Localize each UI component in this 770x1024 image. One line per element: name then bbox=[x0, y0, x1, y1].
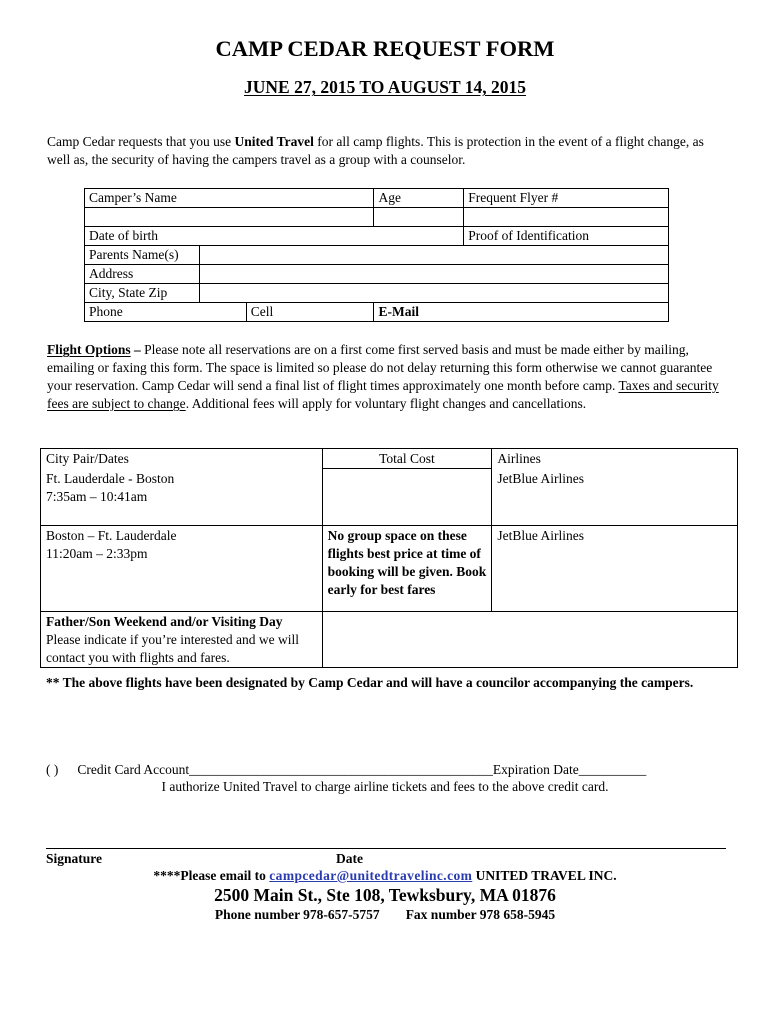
designated-flights-note: ** The above flights have been designated by Camp Cedar and will have a councilor accompanying the campers. bbox=[46, 675, 694, 690]
campers-name-label[interactable]: Camper’s Name bbox=[85, 189, 374, 208]
flight-row-2 bbox=[41, 525, 738, 611]
flight-2-airline: JetBlue Airlines bbox=[492, 525, 738, 611]
age-label[interactable]: Age bbox=[374, 189, 464, 208]
city-state-zip-label: City, State Zip bbox=[85, 284, 200, 303]
credit-card-checkbox[interactable]: ( ) bbox=[46, 762, 59, 777]
flight-1-route-cell bbox=[41, 469, 323, 526]
flight-1-cost-field[interactable] bbox=[322, 469, 492, 526]
camper-row-name bbox=[85, 189, 669, 208]
date-label: Date bbox=[336, 851, 363, 866]
frequent-flyer-field[interactable] bbox=[464, 208, 669, 227]
flight-2-route: Boston – Ft. Lauderdale bbox=[46, 527, 177, 543]
flight-1-route: Ft. Lauderdale - Boston bbox=[46, 470, 175, 486]
flight-table-header bbox=[41, 449, 738, 469]
flight-options-text-2: . Additional fees will apply for voluntary flight changes and cancellations. bbox=[185, 396, 587, 411]
credit-card-authorization: I authorize United Travel to charge airline tickets and fees to the above credit card. bbox=[161, 779, 609, 794]
expiration-date-label: Expiration Date bbox=[492, 762, 579, 777]
camper-info-table bbox=[84, 188, 669, 322]
form-dates-text: JUNE 27, 2015 TO AUGUST 14, 2015 bbox=[244, 77, 526, 97]
flight-options-text-1: Please note all reservations are on a first come first served basis and must be made either by mailing, emailing or faxing this form. The space is limited so please do not delay returning this form otherwise we cannot guarantee your reservation. Camp Cedar will send a final list of flight times approximately one month before camp. bbox=[47, 342, 713, 393]
cell-label[interactable]: Cell bbox=[246, 303, 374, 322]
flight-table bbox=[40, 448, 738, 668]
form-title: CAMP CEDAR REQUEST FORM bbox=[215, 36, 555, 61]
contact-numbers bbox=[0, 907, 770, 923]
intro-post: for all camp flights. This is protection in the event of a flight change, as well as, the security of having the campers travel as a group with a counselor. bbox=[47, 134, 704, 167]
parents-names-field[interactable] bbox=[199, 246, 668, 265]
intro-agency: United Travel bbox=[234, 134, 314, 149]
header-airlines: Airlines bbox=[492, 449, 738, 469]
flight-2-time: 11:20am – 2:33pm bbox=[46, 545, 148, 561]
age-field[interactable] bbox=[374, 208, 464, 227]
company-name: UNITED TRAVEL INC. bbox=[472, 868, 617, 883]
email-row bbox=[0, 868, 770, 884]
email-prefix: ****Please email to bbox=[153, 868, 270, 883]
father-son-interest-field[interactable] bbox=[322, 611, 737, 667]
camper-row-parents bbox=[85, 246, 669, 265]
fax-number: Fax number 978 658-5945 bbox=[405, 907, 556, 922]
camper-row-city bbox=[85, 284, 669, 303]
flight-1-time: 7:35am – 10:41am bbox=[46, 488, 148, 504]
father-son-text: Please indicate if you’re interested and we will contact you with flights and fares. bbox=[46, 631, 300, 665]
parents-names-label: Parents Name(s) bbox=[85, 246, 200, 265]
taxes-fees-note: Taxes and security fees are subject to change bbox=[47, 378, 719, 411]
email-label[interactable]: E-Mail bbox=[374, 303, 669, 322]
intro-paragraph bbox=[47, 133, 727, 169]
camper-row-dob bbox=[85, 227, 669, 246]
header-total-cost: Total Cost bbox=[322, 449, 492, 469]
proof-of-id-label[interactable]: Proof of Identification bbox=[464, 227, 669, 246]
flight-options-paragraph bbox=[47, 341, 727, 413]
header-city-pair: City Pair/Dates bbox=[41, 449, 323, 469]
camper-row-blank bbox=[85, 208, 669, 227]
signature-line[interactable] bbox=[46, 848, 726, 849]
flight-options-dash: – bbox=[130, 342, 145, 357]
city-state-zip-field[interactable] bbox=[199, 284, 668, 303]
address-field[interactable] bbox=[199, 265, 668, 284]
father-son-cell bbox=[41, 611, 323, 667]
form-dates bbox=[0, 77, 770, 98]
father-son-title: Father/Son Weekend and/or Visiting Day bbox=[46, 613, 283, 629]
date-of-birth-label[interactable]: Date of birth bbox=[85, 227, 464, 246]
group-space-note: No group space on these flights best price at time of booking will be given. Book early for best fares bbox=[322, 525, 492, 611]
expiration-date-field[interactable]: __________ bbox=[578, 762, 647, 777]
campers-name-field[interactable] bbox=[85, 208, 374, 227]
credit-card-account-label: Credit Card Account bbox=[77, 762, 190, 777]
flight-options-heading: Flight Options bbox=[47, 342, 131, 357]
phone-number: Phone number 978-657-5757 bbox=[214, 907, 380, 922]
flight-row-1 bbox=[41, 469, 738, 526]
camper-row-phone bbox=[85, 303, 669, 322]
credit-card-row bbox=[46, 762, 736, 778]
flight-2-route-cell bbox=[41, 525, 323, 611]
company-address: 2500 Main St., Ste 108, Tewksbury, MA 01876 bbox=[214, 885, 556, 905]
frequent-flyer-label[interactable]: Frequent Flyer # bbox=[464, 189, 669, 208]
flight-1-airline: JetBlue Airlines bbox=[492, 469, 738, 526]
intro-pre: Camp Cedar requests that you use bbox=[47, 134, 235, 149]
address-label: Address bbox=[85, 265, 200, 284]
camper-row-address bbox=[85, 265, 669, 284]
credit-card-account-field[interactable]: _____________________________________________ bbox=[189, 762, 493, 777]
email-link[interactable]: campcedar@unitedtravelinc.com bbox=[269, 868, 473, 883]
signature-label: Signature bbox=[46, 851, 103, 866]
father-son-row bbox=[41, 611, 738, 667]
phone-label[interactable]: Phone bbox=[85, 303, 247, 322]
